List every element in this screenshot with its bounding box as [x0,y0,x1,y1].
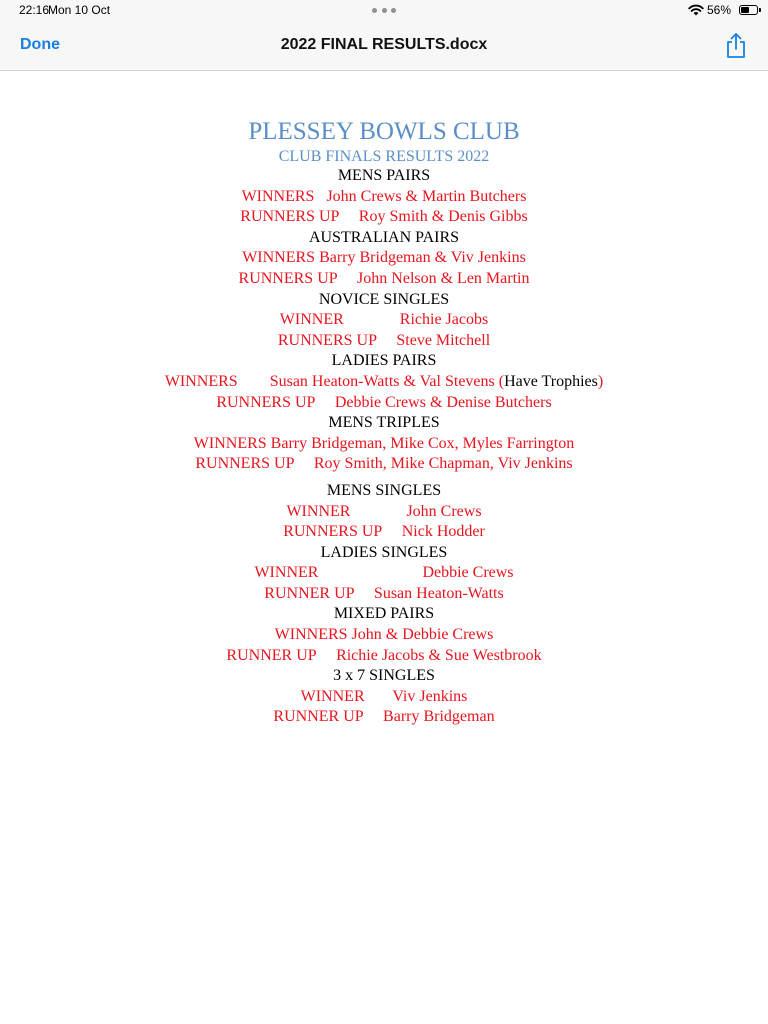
results-subtitle: CLUB FINALS RESULTS 2022 [278,148,490,165]
status-time: 22:16 [19,3,50,17]
share-icon[interactable] [724,32,748,60]
battery-icon [739,5,758,15]
runners-up-line: RUNNERS UP Roy Smith, Mike Chapman, Viv Jenkins [195,455,573,473]
done-button[interactable]: Done [20,36,60,53]
winners-text: WINNERS Susan Heaton-Watts & Val Stevens ( [164,372,505,390]
section-heading: MENS SINGLES [326,481,442,499]
winners-line: WINNERS Barry Bridgeman, Mike Cox, Myles Farrington [193,434,575,452]
winners-line: WINNER Richie Jacobs [279,311,489,329]
section-heading: MENS TRIPLES [328,414,440,432]
status-date: Mon 10 Oct [48,3,111,17]
status-bar [0,0,768,22]
document-body [0,116,768,728]
winners-line: WINNERS John & Debbie Crews [274,626,494,644]
winners-line: WINNER Viv Jenkins [300,687,468,705]
battery-level [741,7,749,13]
section-heading: MENS PAIRS [337,167,431,184]
trophy-note: Have Trophies [504,372,598,390]
wifi-icon [688,4,704,16]
multitasking-dots-icon[interactable] [372,8,396,14]
section-heading: MIXED PAIRS [333,605,435,623]
winners-line: WINNERS Barry Bridgeman & Viv Jenkins [242,249,526,267]
note-close: ) [597,372,604,390]
section-heading: NOVICE SINGLES [318,290,450,308]
section-heading: 3 x 7 SINGLES [333,667,435,685]
runners-up-line: RUNNER UP Barry Bridgeman [273,708,495,726]
section-heading: LADIES PAIRS [331,352,437,370]
battery-nub [759,8,761,12]
runners-up-line: RUNNERS UP Debbie Crews & Denise Butchers [216,393,552,411]
winners-line [0,372,768,393]
section-heading: LADIES SINGLES [320,543,448,561]
section-heading: AUSTRALIAN PAIRS [308,228,460,246]
navigation-bar [0,22,768,71]
battery-percent: 56% [707,3,732,17]
runners-up-line: RUNNER UP Richie Jacobs & Sue Westbrook [226,646,542,664]
runners-up-line: RUNNERS UP John Nelson & Len Martin [238,269,530,287]
runners-up-line: RUNNERS UP Roy Smith & Denis Gibbs [240,208,528,226]
winners-line: WINNER Debbie Crews [254,564,514,582]
winners-line: WINNERS John Crews & Martin Butchers [241,187,527,205]
runners-up-line: RUNNERS UP Steve Mitchell [277,331,491,349]
runners-up-line: RUNNERS UP Nick Hodder [283,523,485,541]
winners-line: WINNER John Crews [286,502,482,520]
club-title: PLESSEY BOWLS CLUB [248,118,520,145]
document-title: 2022 FINAL RESULTS.docx [280,36,488,53]
runners-up-line: RUNNER UP Susan Heaton-Watts [264,584,504,602]
